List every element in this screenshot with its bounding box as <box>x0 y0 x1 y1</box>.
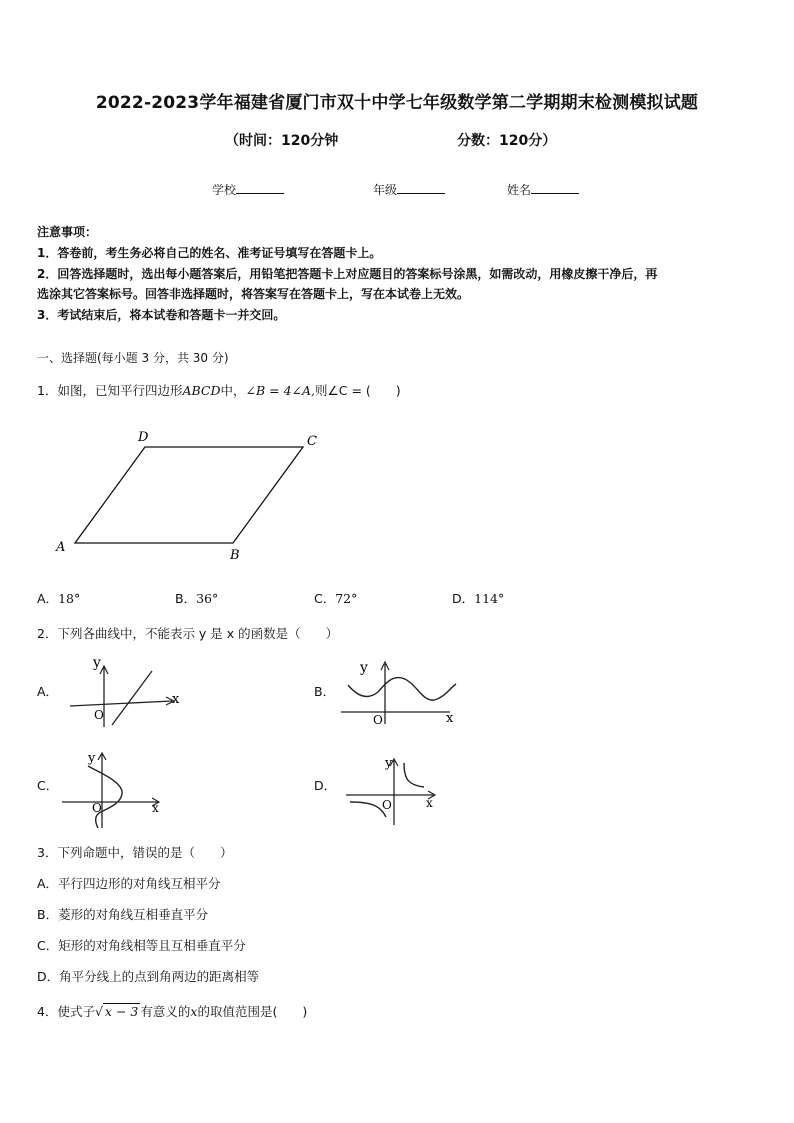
label-a: A <box>56 540 66 555</box>
grade-blank <box>397 181 445 194</box>
q1-option-b: B．36° <box>175 591 219 606</box>
exam-score: 分数：120分） <box>457 133 557 149</box>
q1-option-a: A．18° <box>37 591 81 606</box>
svg-text:O: O <box>94 708 104 722</box>
q1-ask: 则∠C = ( ) <box>315 383 401 398</box>
q4-var: x <box>190 1004 198 1019</box>
q3-option-a: A．平行四边形的对角线互相平分 <box>37 876 221 891</box>
q2-graph-d <box>342 755 452 827</box>
notice-item-1: 1．答卷前，考生务必将自己的姓名、准考证号填写在答题卡上。 <box>37 246 382 260</box>
svg-text:x: x <box>172 692 180 707</box>
school-label: 学校 <box>212 183 237 197</box>
q1-option-c: C．72° <box>314 591 358 606</box>
q1-option-d: D．114° <box>452 591 505 606</box>
q4-sqrt-expression: √ x − 3 <box>94 1004 139 1019</box>
q2-stem: 2．下列各曲线中，不能表示 y 是 x 的函数是（ ） <box>37 626 339 641</box>
label-d: D <box>138 430 149 445</box>
notice-item-2-cont: 选涂其它答案标号。回答非选择题时，将答案写在答题卡上，写在本试卷上无效。 <box>37 287 470 301</box>
svg-text:O: O <box>92 801 102 815</box>
svg-text:x: x <box>426 796 433 810</box>
name-label: 姓名 <box>507 183 532 197</box>
svg-text:y: y <box>360 660 368 676</box>
school-field <box>212 181 284 198</box>
q1-stem <box>37 381 401 399</box>
q2-option-a-label: A． <box>37 684 59 699</box>
q2-option-d-label: D． <box>314 778 337 793</box>
q1-mid: 中， <box>220 383 246 398</box>
school-blank <box>236 181 284 194</box>
exam-time: （时间：120分钟 <box>225 133 339 149</box>
svg-text:y: y <box>88 751 96 766</box>
q1-shape-name: ABCD <box>182 383 221 398</box>
q2-graph-a <box>62 655 192 730</box>
name-field <box>507 181 579 198</box>
q3-stem: 3．下列命题中，错误的是（ ） <box>37 845 233 860</box>
svg-text:x: x <box>152 801 159 815</box>
label-b: B <box>230 548 240 563</box>
svg-text:y: y <box>93 655 101 671</box>
q4-mid: 有意义的 <box>140 1004 191 1019</box>
notice-item-2: 2．回答选择题时，选出每小题答案后，用铅笔把答题卡上对应题目的答案标号涂黑，如需改动，用橡皮擦干净后，再 <box>37 267 658 281</box>
svg-text:y: y <box>385 756 393 771</box>
q1-condition: ∠B = 4∠A, <box>245 383 316 398</box>
q2-option-c-label: C． <box>37 778 59 793</box>
notice-heading: 注意事项： <box>37 225 98 239</box>
label-c: C <box>307 434 317 449</box>
svg-text:O: O <box>382 798 392 812</box>
q2-option-b-label: B． <box>314 684 336 699</box>
q1-prefix: 1．如图，已知平行四边形 <box>37 383 183 398</box>
q3-option-b: B．菱形的对角线互相垂直平分 <box>37 907 209 922</box>
q4-radicand: x − 3 <box>104 1004 139 1019</box>
section-heading: 一、选择题(每小题 3 分，共 30 分) <box>37 351 229 365</box>
q2-graph-b <box>338 652 468 727</box>
svg-text:O: O <box>373 713 383 727</box>
q4-stem <box>37 1002 307 1020</box>
page-title: 2022-2023学年福建省厦门市双十中学七年级数学第二学期期末检测模拟试题 <box>95 93 699 113</box>
grade-label: 年级 <box>373 183 398 197</box>
q2-graph-c <box>58 748 168 830</box>
q1-parallelogram-figure <box>50 425 330 565</box>
q4-prefix: 4．使式子 <box>37 1004 95 1019</box>
name-blank <box>531 181 579 194</box>
q3-option-c: C．矩形的对角线相等且互相垂直平分 <box>37 938 246 953</box>
svg-text:x: x <box>446 711 454 726</box>
notice-item-3: 3．考试结束后，将本试卷和答题卡一并交回。 <box>37 308 286 322</box>
q3-option-d: D．角平分线上的点到角两边的距离相等 <box>37 969 260 984</box>
grade-field <box>373 181 445 198</box>
q4-suffix: 的取值范围是( ) <box>197 1004 308 1019</box>
